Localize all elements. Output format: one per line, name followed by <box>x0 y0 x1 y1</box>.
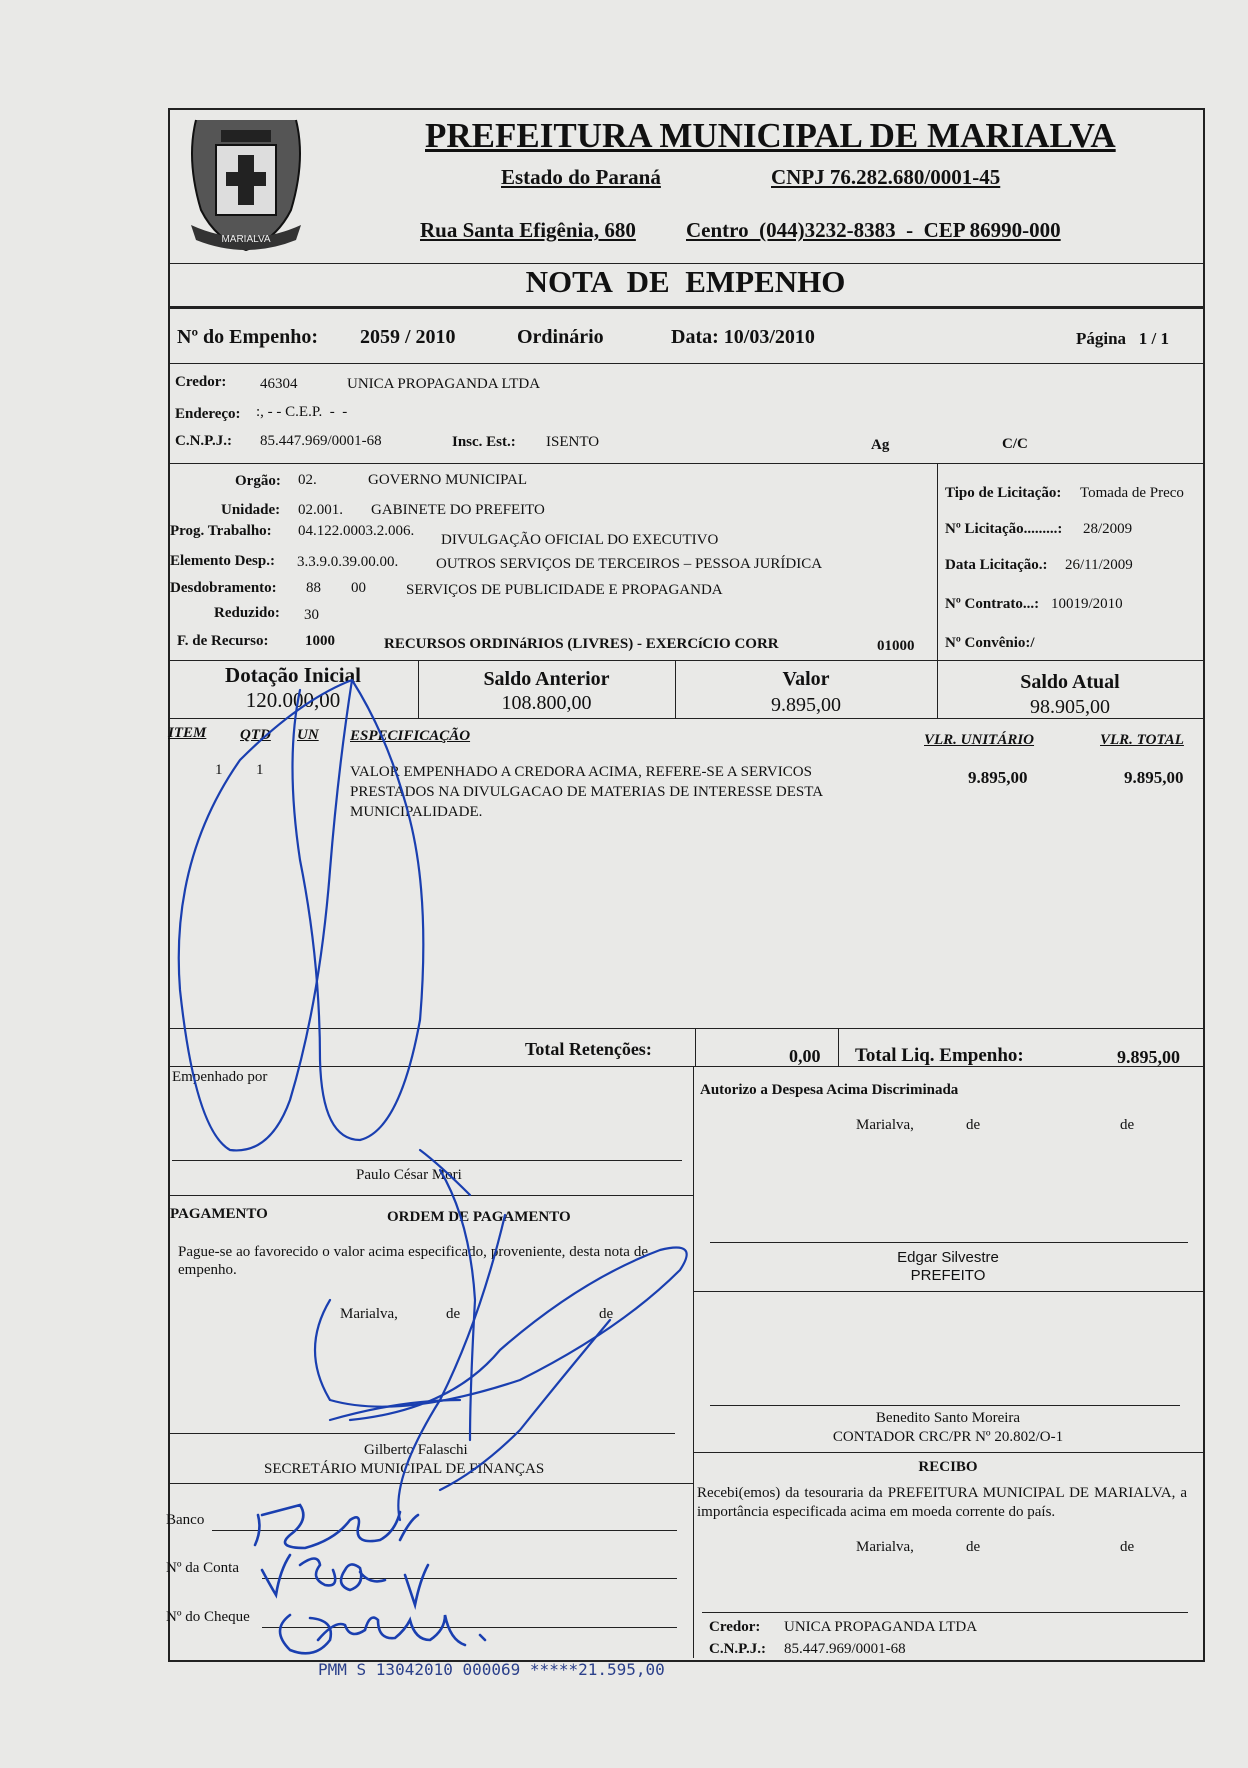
autorizo-de1: de <box>966 1117 981 1133</box>
recurso-code: 1000 <box>305 633 335 649</box>
ordem-pagamento-label: ORDEM DE PAGAMENTO <box>387 1209 571 1225</box>
orgao-name: GOVERNO MUNICIPAL <box>368 472 528 488</box>
licitacao-tipo-label: Tipo de Licitação: <box>945 485 1062 501</box>
recurso-sub: 01000 <box>877 638 915 654</box>
desd-label: Desdobramento: <box>170 580 277 596</box>
item-unit-value: 9.895,00 <box>968 768 1028 787</box>
col-vlr-unitario: VLR. UNITÁRIO <box>924 732 1035 748</box>
payment-stamp: PMM S 13042010 000069 *****21.595,00 <box>318 1660 665 1679</box>
item-desc-line1: VALOR EMPENHADO A CREDORA ACIMA, REFERE-SE A SERVICOS <box>350 764 812 780</box>
insc-label: Insc. Est.: <box>452 434 516 450</box>
item-total-value: 9.895,00 <box>1124 768 1184 787</box>
retencoes-label: Total Retenções: <box>525 1039 652 1059</box>
recibo-marialva: Marialva, <box>856 1539 914 1555</box>
reduzido-value: 30 <box>304 607 319 623</box>
retencoes-value: 0,00 <box>789 1046 821 1066</box>
recibo-de1: de <box>966 1539 981 1555</box>
unidade-code: 02.001. <box>298 502 343 518</box>
recibo-credor-label: Credor: <box>709 1619 761 1635</box>
licitacao-data-label: Data Licitação.: <box>945 557 1048 573</box>
prog-code: 04.122.0003.2.006. <box>298 523 415 539</box>
empenho-type: Ordinário <box>517 326 604 348</box>
endereco-label: Endereço: <box>175 406 241 422</box>
liq-label: Total Liq. Empenho: <box>855 1045 1024 1066</box>
item-number: 1 <box>215 762 223 778</box>
autorizo-label: Autorizo a Despesa Acima Discriminada <box>700 1082 959 1098</box>
recibo-credor-value: UNICA PROPAGANDA LTDA <box>784 1619 978 1635</box>
item-desc-line2: PRESTADOS NA DIVULGACAO DE MATERIAS DE INTERESSE DESTA <box>350 784 824 800</box>
reduzido-label: Reduzido: <box>214 605 280 621</box>
saldo-atual-value: 98.905,00 <box>1030 696 1110 718</box>
credor-cnpj-label: C.N.P.J.: <box>175 433 232 449</box>
secretario-name: Gilberto Falaschi <box>364 1442 468 1458</box>
col-especificacao: ESPECIFICAÇÃO <box>350 728 471 744</box>
pagamento-marialva: Marialva, <box>340 1306 398 1322</box>
header-state: Estado do Paraná <box>501 165 661 189</box>
saldo-anterior-label: Saldo Anterior <box>483 668 610 690</box>
col-item: ITEM <box>168 725 207 741</box>
credor-label: Credor: <box>175 374 227 390</box>
prefeito-role: PREFEITO <box>910 1267 986 1284</box>
banco-label: Banco <box>166 1512 205 1528</box>
empenho-label: Nº do Empenho: <box>177 326 319 348</box>
recibo-text: Recebi(emos) da tesouraria da PREFEITURA MUNICIPAL DE MARIALVA, a importância especificada acima em moeda corrente do país. <box>697 1485 1187 1520</box>
empenhado-label: Empenhado por <box>172 1069 268 1085</box>
empenho-date: Data: 10/03/2010 <box>671 326 815 348</box>
valor-value: 9.895,00 <box>771 694 841 716</box>
valor-label: Valor <box>782 668 830 690</box>
empenho-number: 2059 / 2010 <box>360 326 456 348</box>
prog-label: Prog. Trabalho: <box>170 523 272 539</box>
saldo-anterior-value: 108.800,00 <box>501 692 592 714</box>
contrato-value: 10019/2010 <box>1051 596 1123 612</box>
secretario-role: SECRETÁRIO MUNICIPAL DE FINANÇAS <box>264 1461 545 1477</box>
cheque-label: Nº do Cheque <box>166 1609 250 1625</box>
col-qtd: QTD <box>240 727 271 743</box>
item-desc-line3: MUNICIPALIDADE. <box>350 804 483 820</box>
empenhado-name: Paulo César Mori <box>356 1167 462 1183</box>
recibo-de2: de <box>1120 1539 1135 1555</box>
cc-label: C/C <box>1002 436 1028 452</box>
elem-code: 3.3.9.0.39.00.00. <box>297 554 399 570</box>
prefeito-name: Edgar Silvestre <box>897 1249 999 1266</box>
orgao-label: Orgão: <box>235 473 281 489</box>
conta-label: Nº da Conta <box>166 1560 239 1576</box>
empenho-page: Página 1 / 1 <box>1076 329 1170 348</box>
pagamento-text: Pague-se ao favorecido o valor acima especificado, proveniente, desta nota de empenho. <box>178 1244 648 1278</box>
credor-code: 46304 <box>260 376 298 392</box>
autorizo-de2: de <box>1120 1117 1135 1133</box>
saldo-atual-label: Saldo Atual <box>1020 671 1120 693</box>
pagamento-label: PAGAMENTO <box>170 1206 268 1222</box>
desd-sub: 00 <box>351 580 366 596</box>
item-qtd: 1 <box>256 762 264 778</box>
coat-of-arms-logo <box>176 100 316 265</box>
contador-name: Benedito Santo Moreira <box>875 1410 1021 1426</box>
pagamento-de1: de <box>446 1306 461 1322</box>
header-address: Centro (044)3232-8383 - CEP 86990-000 <box>686 218 1061 242</box>
insc-value: ISENTO <box>546 434 600 450</box>
endereco-value: :, - - C.E.P. - - <box>256 404 348 420</box>
recibo-cnpj-label: C.N.P.J.: <box>709 1641 766 1657</box>
credor-name: UNICA PROPAGANDA LTDA <box>347 376 541 392</box>
prog-name: DIVULGAÇÃO OFICIAL DO EXECUTIVO <box>441 532 719 548</box>
licitacao-num-label: Nº Licitação.........: <box>945 521 1063 537</box>
licitacao-tipo-value: Tomada de Preco <box>1080 485 1184 501</box>
credor-cnpj-value: 85.447.969/0001-68 <box>260 433 382 449</box>
recurso-name: RECURSOS ORDINáRIOS (LIVRES) - EXERCíCIO CORR <box>384 636 779 652</box>
licitacao-data-value: 26/11/2009 <box>1065 557 1133 573</box>
col-un: UN <box>297 727 319 743</box>
svg-text:MARIALVA: MARIALVA <box>221 234 271 245</box>
liq-value: 9.895,00 <box>1117 1047 1180 1067</box>
desd-name: SERVIÇOS DE PUBLICIDADE E PROPAGANDA <box>406 582 723 598</box>
elem-label: Elemento Desp.: <box>170 553 275 569</box>
unidade-name: GABINETE DO PREFEITO <box>371 502 545 518</box>
contador-role: CONTADOR CRC/PR Nº 20.802/O-1 <box>832 1429 1064 1445</box>
unidade-label: Unidade: <box>221 502 281 518</box>
recurso-label: F. de Recurso: <box>177 633 269 649</box>
recibo-cnpj-value: 85.447.969/0001-68 <box>784 1641 906 1657</box>
convenio-label: Nº Convênio:/ <box>945 635 1035 651</box>
recibo-title: RECIBO <box>918 1459 978 1475</box>
dotacao-label: Dotação Inicial <box>225 663 361 687</box>
header-title: PREFEITURA MUNICIPAL DE MARIALVA <box>425 116 1116 155</box>
licitacao-num-value: 28/2009 <box>1083 521 1133 537</box>
autorizo-marialva: Marialva, <box>856 1117 914 1133</box>
ag-label: Ag <box>871 437 890 453</box>
document-title: NOTA DE EMPENHO <box>525 264 846 299</box>
col-vlr-total: VLR. TOTAL <box>1100 732 1184 748</box>
contrato-label: Nº Contrato...: <box>945 596 1040 612</box>
header-cnpj: CNPJ 76.282.680/0001-45 <box>771 165 1001 189</box>
desd-code: 88 <box>306 580 321 596</box>
header-street: Rua Santa Efigênia, 680 <box>420 218 636 242</box>
dotacao-value: 120.000,00 <box>245 688 341 712</box>
elem-name: OUTROS SERVIÇOS DE TERCEIROS – PESSOA JURÍDICA <box>436 556 823 572</box>
pagamento-de2: de <box>599 1306 614 1322</box>
orgao-code: 02. <box>298 472 317 488</box>
